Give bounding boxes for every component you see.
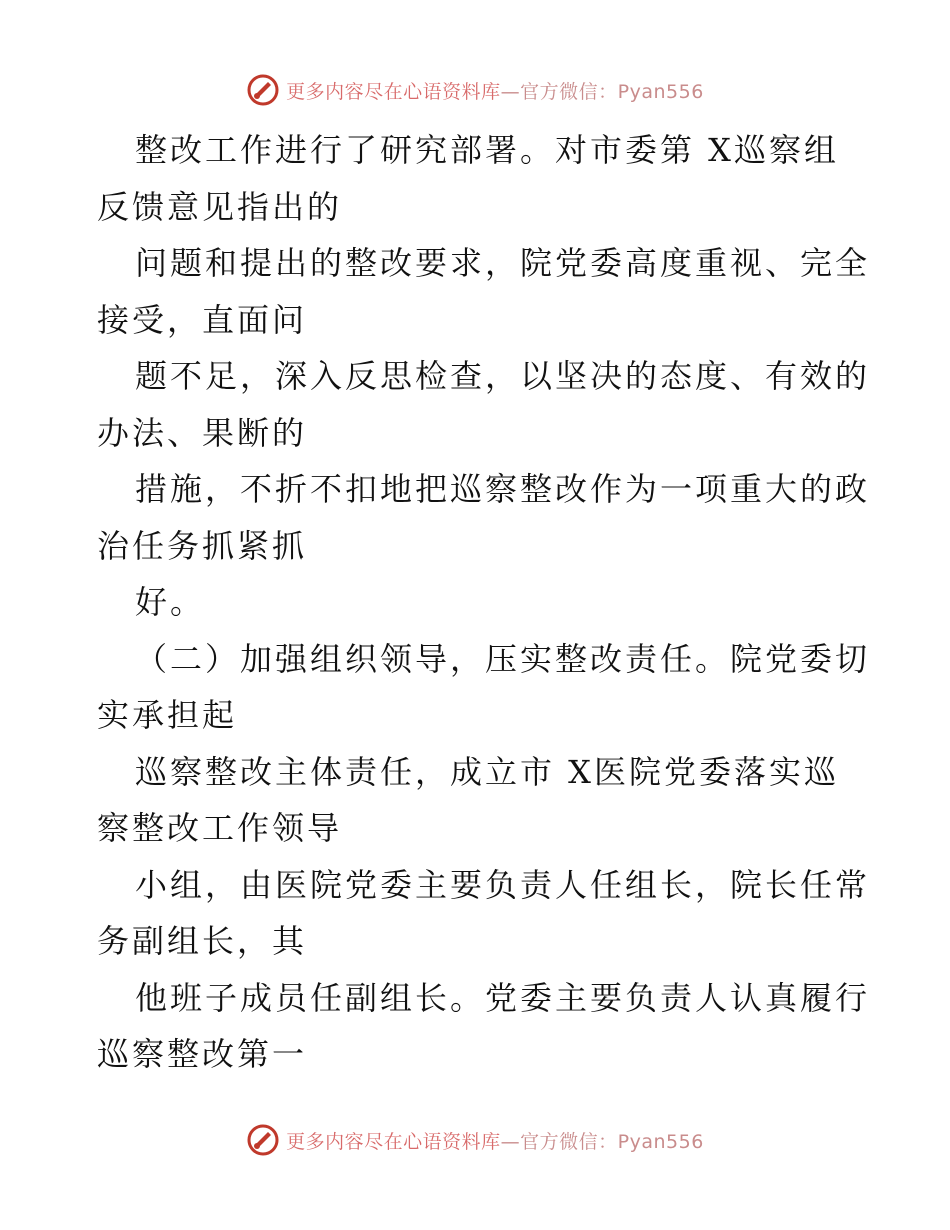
text-line: 反馈意见指出的 — [97, 187, 343, 226]
text-line: 办法、果断的 — [97, 413, 308, 452]
banner-text — [286, 77, 704, 104]
text-line: 接受，直面问 — [97, 300, 308, 339]
banner-main-text: 更多内容尽在心语资料库 — [286, 1130, 501, 1153]
text-line: 实承担起 — [97, 696, 238, 734]
header-banner — [0, 70, 950, 110]
text-line: 察整改工作领导 — [97, 809, 343, 847]
text-line: 务副组长，其 — [97, 922, 308, 960]
brush-seal-icon — [246, 1123, 280, 1157]
banner-wechat-text: 官方微信：Pyan556 — [520, 1130, 704, 1153]
text-line: 他班子成员任副组长。党委主要负责人认真履行 — [135, 978, 871, 1017]
brush-seal-icon — [246, 73, 280, 107]
text-line: 问题和提出的整改要求，院党委高度重视、完全 — [135, 244, 871, 282]
banner-dash: — — [500, 80, 521, 103]
banner-main-text: 更多内容尽在心语资料库 — [286, 80, 501, 103]
text-line: 治任务抓紧抓 — [97, 526, 308, 565]
text-line: （二）加强组织领导，压实整改责任。院党委切 — [135, 639, 871, 678]
footer-banner — [0, 1120, 950, 1160]
text-line: 巡察整改主体责任，成立市 X医院党委落实巡 — [135, 752, 839, 791]
text-line: 好。 — [135, 583, 206, 621]
document-body — [97, 122, 871, 1083]
banner-text — [286, 1127, 704, 1154]
text-line: 小组，由医院党委主要负责人任组长，院长任常 — [135, 865, 871, 904]
text-line: 措施，不折不扣地把巡察整改作为一项重大的政 — [135, 470, 871, 508]
text-line: 整改工作进行了研究部署。对市委第 X巡察组 — [135, 131, 839, 169]
text-line: 巡察整改第一 — [97, 1035, 308, 1073]
banner-wechat-text: 官方微信：Pyan556 — [520, 80, 704, 103]
banner-dash: — — [500, 1130, 521, 1153]
text-line: 题不足，深入反思检查，以坚决的态度、有效的 — [135, 357, 871, 395]
